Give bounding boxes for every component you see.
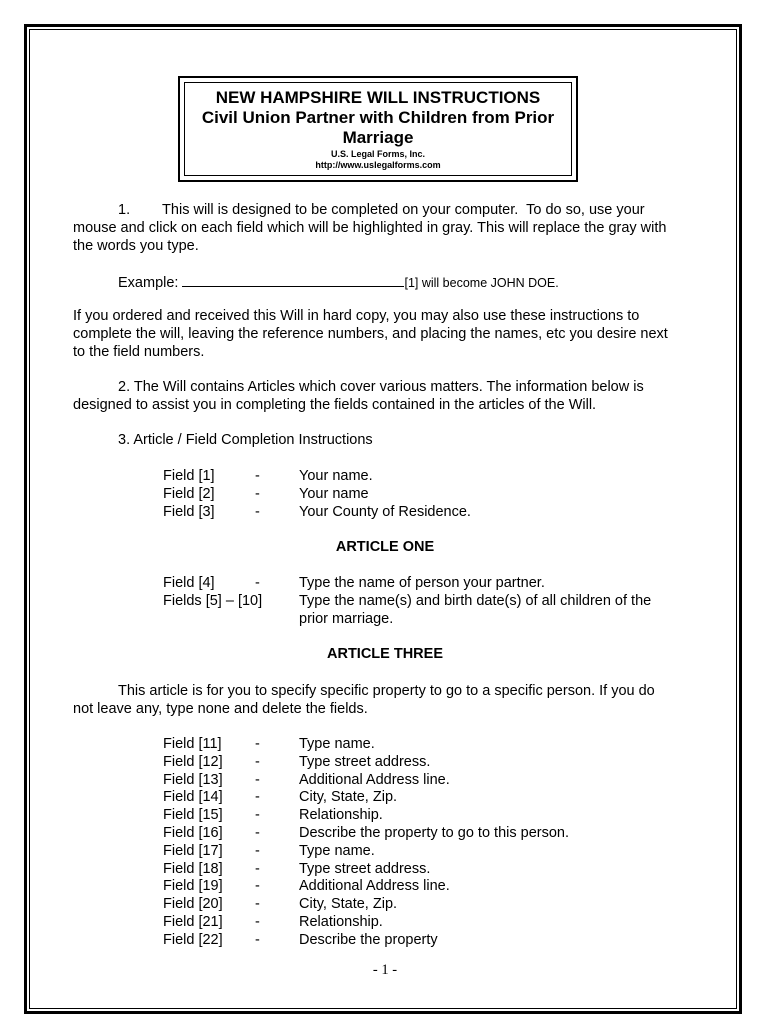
field-row [163, 467, 703, 485]
field-description: Your County of Residence. [299, 504, 471, 520]
field-description: Relationship. [299, 914, 383, 930]
field-dash: - [255, 878, 260, 895]
field-number: Field [11] [163, 736, 222, 752]
field-row [163, 485, 703, 503]
field-dash: - [255, 753, 260, 770]
field-number: Fields [5] – [10] [163, 593, 263, 609]
field-number: Field [14] [163, 789, 223, 806]
field-dash: - [255, 860, 260, 877]
field-description: Type name. [299, 736, 375, 752]
field-row [163, 931, 703, 949]
field-number: Field [21] [163, 914, 223, 930]
field-number: Field [16] [163, 825, 223, 841]
field-dash: - [255, 914, 260, 930]
field-number: Field [19] [163, 878, 223, 895]
para3-line1: 2. The Will contains Articles which cover various matters. The information below is [118, 379, 644, 395]
para1-line2: mouse and click on each field which will be highlighted in gray. This will replace the gray with [73, 220, 667, 236]
para2-line3: to the field numbers. [73, 344, 205, 360]
field-description: Type street address. [299, 753, 431, 770]
field-row [163, 913, 703, 931]
field-row [163, 842, 703, 860]
page-number: - 1 - [372, 962, 398, 978]
para2-line2: complete the will, leaving the reference numbers, and placing the names, etc you desire next [73, 326, 668, 342]
field-description: Describe the property [299, 931, 438, 948]
article-three-heading: ARTICLE THREE [327, 646, 443, 662]
field-row [163, 860, 703, 878]
field-description: Type the name of person your partner. [299, 575, 545, 591]
para2-line1: If you ordered and received this Will in hard copy, you may also use these instructions to [73, 308, 640, 324]
field-number: Field [22] [163, 931, 223, 948]
field-row [163, 592, 703, 610]
field-number: Field [1] [163, 468, 215, 484]
para4: 3. Article / Field Completion Instructions [118, 432, 373, 448]
publisher-name: U.S. Legal Forms, Inc. [330, 149, 426, 159]
para1-line3: the words you type. [73, 238, 199, 254]
example-label: Example: [118, 275, 179, 291]
article-one-heading: ARTICLE ONE [335, 539, 435, 555]
field-description: prior marriage. [299, 611, 394, 627]
article-three-intro-line2: not leave any, type none and delete the fields. [73, 701, 368, 717]
field-number: Field [12] [163, 753, 223, 770]
field-row [163, 788, 703, 806]
field-row [163, 503, 703, 521]
field-row [163, 753, 703, 771]
field-description: Type the name(s) and birth date(s) of all children of the [299, 593, 652, 609]
field-number: Field [13] [163, 771, 223, 788]
example-line [118, 272, 559, 292]
field-row-continuation [163, 610, 703, 628]
field-dash: - [255, 931, 260, 948]
field-number: Field [4] [163, 575, 215, 591]
field-row [163, 735, 703, 753]
document-subtitle-line1: Civil Union Partner with Children from Prior [201, 108, 555, 127]
field-description: City, State, Zip. [299, 896, 398, 913]
field-dash: - [255, 486, 260, 502]
field-description: Your name. [299, 468, 373, 484]
field-dash: - [255, 468, 260, 484]
field-dash: - [255, 504, 260, 520]
field-description: City, State, Zip. [299, 789, 398, 806]
field-description: Type name. [299, 842, 375, 859]
field-number: Field [2] [163, 486, 215, 502]
field-row [163, 877, 703, 895]
example-reference: [1] will become JOHN DOE. [404, 276, 559, 290]
example-blank-field[interactable] [182, 272, 404, 287]
field-number: Field [15] [163, 807, 223, 824]
document-subtitle-line2: Marriage [342, 128, 414, 147]
field-dash: - [255, 575, 260, 591]
field-dash: - [255, 807, 260, 824]
field-row [163, 824, 703, 842]
field-row [163, 771, 703, 789]
title-box [184, 82, 572, 176]
field-row [163, 574, 703, 592]
document-title: NEW HAMPSHIRE WILL INSTRUCTIONS [215, 88, 541, 107]
field-description: Additional Address line. [299, 878, 450, 895]
para3-line2: designed to assist you in completing the fields contained in the articles of the Will. [73, 397, 597, 413]
field-dash: - [255, 842, 260, 859]
field-dash: - [255, 825, 260, 841]
field-dash: - [255, 789, 260, 806]
field-number: Field [17] [163, 842, 223, 859]
field-description: Relationship. [299, 807, 383, 824]
field-number: Field [3] [163, 504, 215, 520]
field-description: Type street address. [299, 860, 431, 877]
publisher-url[interactable]: http://www.uslegalforms.com [315, 160, 441, 170]
field-dash: - [255, 736, 260, 752]
field-number: Field [18] [163, 860, 223, 877]
field-description: Additional Address line. [299, 771, 450, 788]
para1-line1: 1. This will is designed to be completed on your computer. To do so, use your [118, 202, 645, 218]
article-three-intro-line1: This article is for you to specify specific property to go to a specific person. If you do [118, 683, 655, 699]
field-description: Your name [299, 486, 369, 502]
field-dash: - [255, 896, 260, 913]
field-description: Describe the property to go to this person. [299, 825, 570, 841]
field-dash: - [255, 771, 260, 788]
field-row [163, 806, 703, 824]
field-number: Field [20] [163, 896, 223, 913]
field-row [163, 895, 703, 913]
